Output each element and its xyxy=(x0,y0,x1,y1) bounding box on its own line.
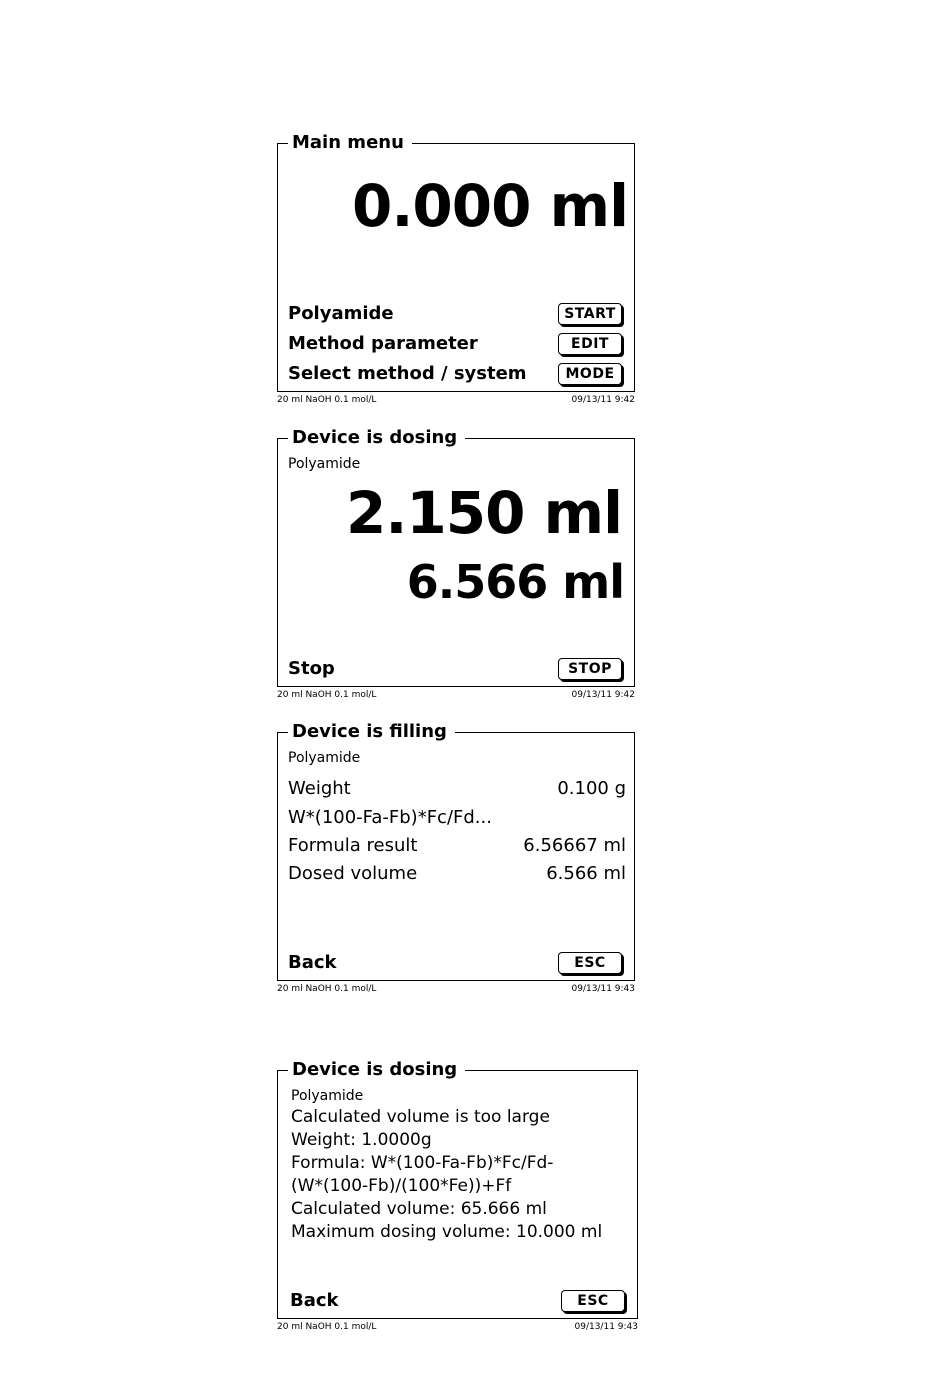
param-label-formula: W*(100-Fa-Fb)*Fc/Fd... xyxy=(288,807,492,828)
start-key[interactable]: START xyxy=(558,303,622,325)
screen-frame xyxy=(277,427,635,687)
param-value-formula-result: 6.56667 ml xyxy=(523,835,626,856)
menu-item-method-name[interactable]: Polyamide xyxy=(288,303,394,324)
status-datetime: 09/13/11 9:43 xyxy=(571,984,635,994)
status-reagent: 20 ml NaOH 0.1 mol/L xyxy=(277,984,377,994)
screen-title: Device is dosing xyxy=(288,1060,465,1080)
error-message-line: Weight: 1.0000g xyxy=(291,1130,432,1150)
status-reagent: 20 ml NaOH 0.1 mol/L xyxy=(277,395,377,405)
screen-title: Main menu xyxy=(288,133,412,153)
screen-frame xyxy=(277,721,635,981)
param-value-dosed-volume: 6.566 ml xyxy=(546,863,626,884)
status-reagent: 20 ml NaOH 0.1 mol/L xyxy=(277,1322,377,1332)
back-label: Back xyxy=(290,1290,339,1311)
method-name: Polyamide xyxy=(288,750,361,766)
edit-key[interactable]: EDIT xyxy=(558,333,622,355)
screen-title: Device is filling xyxy=(288,722,455,742)
back-label: Back xyxy=(288,952,337,973)
param-label-dosed-volume: Dosed volume xyxy=(288,863,418,884)
screen-device-dosing xyxy=(277,427,635,703)
esc-key[interactable]: ESC xyxy=(558,952,622,974)
stop-label: Stop xyxy=(288,658,335,679)
screen-device-filling xyxy=(277,721,635,997)
status-datetime: 09/13/11 9:42 xyxy=(571,690,635,700)
param-value-weight: 0.100 g xyxy=(557,778,626,799)
dosed-volume-display: 2.150 ml xyxy=(346,479,622,547)
error-message-line: Maximum dosing volume: 10.000 ml xyxy=(291,1222,603,1242)
screen-frame xyxy=(277,132,635,392)
esc-key[interactable]: ESC xyxy=(561,1290,625,1312)
error-message-line: Calculated volume is too large xyxy=(291,1107,550,1127)
menu-item-method-parameter[interactable]: Method parameter xyxy=(288,333,478,354)
error-message-line: Calculated volume: 65.666 ml xyxy=(291,1199,547,1219)
status-datetime: 09/13/11 9:42 xyxy=(571,395,635,405)
screen-title: Device is dosing xyxy=(288,428,465,448)
param-label-formula-result: Formula result xyxy=(288,835,418,856)
mode-key[interactable]: MODE xyxy=(558,363,622,385)
error-message-line: (W*(100-Fb)/(100*Fe))+Ff xyxy=(291,1176,512,1196)
screen-volume-error xyxy=(277,1059,638,1335)
stop-key[interactable]: STOP xyxy=(558,658,622,680)
status-datetime: 09/13/11 9:43 xyxy=(574,1322,638,1332)
method-name: Polyamide xyxy=(291,1088,364,1104)
total-volume-display: 6.566 ml xyxy=(406,555,624,609)
status-reagent: 20 ml NaOH 0.1 mol/L xyxy=(277,690,377,700)
volume-display: 0.000 ml xyxy=(352,172,628,240)
method-name: Polyamide xyxy=(288,456,361,472)
error-message-line: Formula: W*(100-Fa-Fb)*Fc/Fd- xyxy=(291,1153,554,1173)
menu-item-select-method[interactable]: Select method / system xyxy=(288,363,527,384)
screen-main-menu xyxy=(277,132,635,408)
param-label-weight: Weight xyxy=(288,778,351,799)
screen-frame xyxy=(277,1059,638,1319)
